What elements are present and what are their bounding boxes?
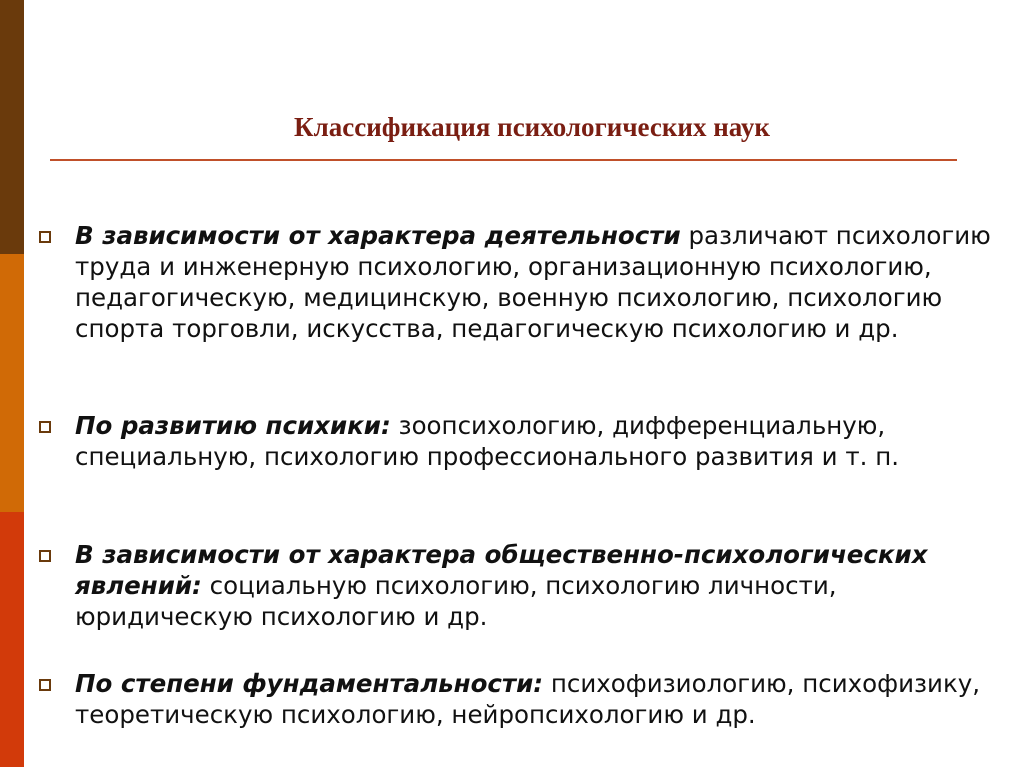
item-lead: В зависимости от характера общественно-психологических явлений: (75, 540, 928, 600)
item-text: психофизиологию, психофизику, теоретическую психологию, нейропсихологию и др. (75, 669, 981, 729)
accent-bar-red (0, 512, 24, 767)
title-divider (50, 159, 957, 161)
list-item (75, 220, 1005, 344)
item-lead: В зависимости от характера деятельности (75, 221, 681, 250)
item-lead: По развитию психики: (75, 411, 391, 440)
item-text: различают психологию труда и инженерную психологию, организационную психологию, педагогическую, медицинскую, военную психологию, психологию спорта торговли, искусства, педагогическую психологию и др. (75, 221, 991, 343)
list-item (75, 539, 1005, 632)
square-bullet-icon (39, 421, 51, 433)
square-bullet-icon (39, 231, 51, 243)
accent-bar-orange (0, 254, 24, 512)
item-text: социальную психологию, психологию личности, юридическую психологию и др. (75, 571, 837, 631)
list-item (75, 668, 1005, 730)
slide-title: Классификация психологических наук (294, 112, 770, 142)
item-text: зоопсихологию, дифференциальную, специальную, психологию профессионального развития и т. п. (75, 411, 900, 471)
list-item (75, 410, 1005, 472)
item-lead: По степени фундаментальности: (75, 669, 544, 698)
square-bullet-icon (39, 679, 51, 691)
square-bullet-icon (39, 550, 51, 562)
